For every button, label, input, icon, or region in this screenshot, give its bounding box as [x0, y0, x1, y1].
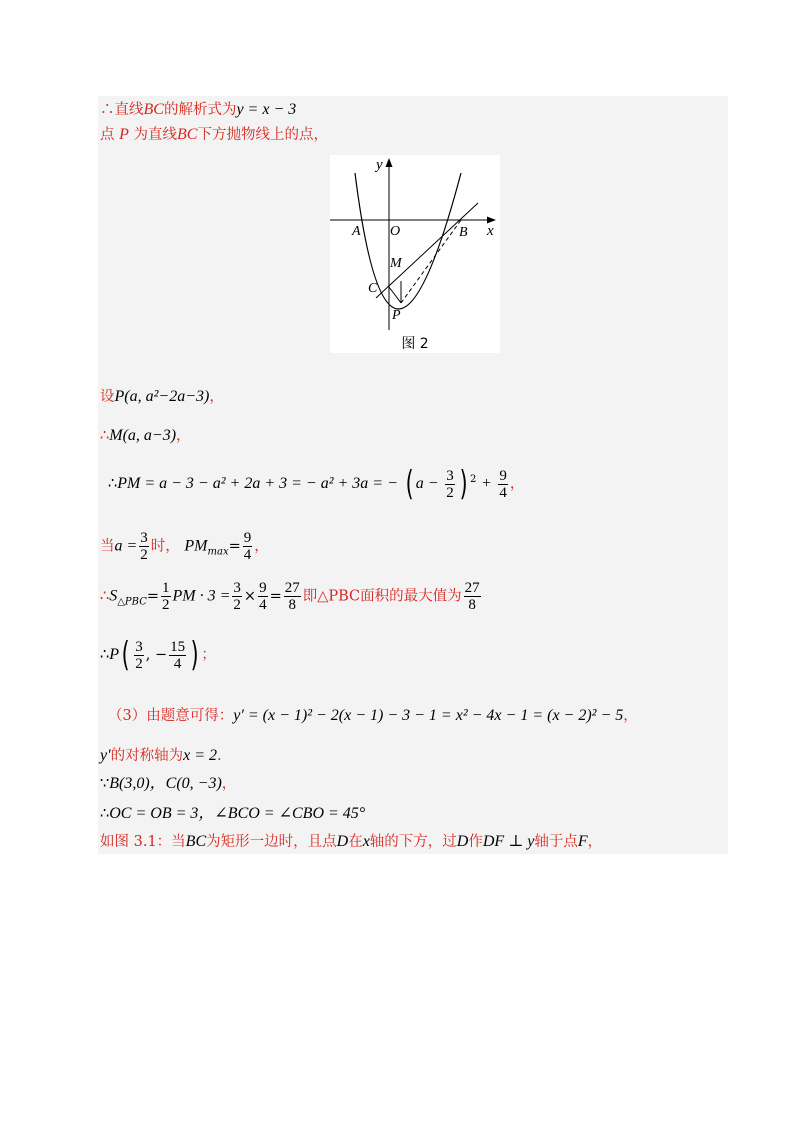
text: . [217, 748, 222, 764]
label-y: y [376, 157, 383, 173]
den: 2 [446, 484, 454, 501]
var-p: P [109, 646, 120, 663]
line-figure-3-1 [100, 832, 602, 852]
text: 设 [100, 389, 115, 405]
equation: y = x − 3 [236, 101, 297, 118]
den: 8 [468, 597, 476, 613]
paren-right: ) [190, 635, 199, 675]
frac-9-4 [498, 468, 508, 501]
text: ∴ [108, 476, 118, 492]
text: 的对称轴为 [110, 748, 184, 764]
line-points-b-c [100, 774, 236, 794]
text: 的解析式为 [163, 102, 237, 118]
frac-3-2 [445, 468, 455, 501]
num: 9 [243, 530, 252, 546]
line-translated-parabola [108, 706, 638, 726]
num: 27 [284, 580, 300, 596]
frac-3-2 [232, 580, 242, 613]
var-y-prime: y′ [100, 747, 111, 764]
paren-right: ) [459, 464, 468, 504]
text: 当 [100, 538, 115, 555]
var-x: x [362, 833, 370, 850]
line-bc [376, 203, 478, 298]
equals: = [228, 538, 241, 555]
var-d: D [456, 833, 469, 850]
text: （3）由题意可得： [108, 708, 234, 724]
frac-9-4 [258, 580, 268, 613]
text: ∴ [100, 647, 110, 663]
frac-1-2 [161, 580, 171, 613]
frac-27-8 [284, 580, 301, 613]
text: ， [176, 428, 191, 444]
subscript: max [207, 546, 229, 558]
var-f: F [577, 833, 588, 850]
equals: = [146, 588, 159, 605]
text: 即△PBC面积的最大值为 [302, 588, 462, 605]
expr-pm: PM · 3 = [172, 587, 231, 605]
text: ∴ [100, 806, 110, 822]
label-b: B [459, 225, 468, 240]
expr-lhs: PM = a − 3 − a² + 2a + 3 = − a² + 3a = − [117, 475, 398, 492]
den: 2 [162, 597, 170, 613]
text: ∴直线 [100, 102, 144, 118]
times: × [243, 588, 257, 605]
num: 27 [464, 580, 480, 596]
y-axis-arrow [386, 158, 393, 167]
subscript: △PBC [117, 596, 147, 608]
expr-df-perp: DF ⊥ y [482, 833, 535, 850]
num: 9 [499, 467, 507, 484]
num: 3 [135, 638, 143, 655]
var-bc: BC [185, 833, 207, 850]
text: 点 [100, 127, 120, 143]
text: ； [201, 647, 216, 663]
label-p: P [392, 308, 401, 323]
text: ∴ [100, 428, 110, 444]
text: ， [509, 476, 525, 492]
expr-bc-points: B(3,0)，C(0, −3) [109, 775, 222, 792]
den: 4 [243, 547, 252, 563]
den: 2 [233, 597, 241, 613]
num: 3 [446, 467, 454, 484]
expr-p: P(a, a²−2a−3) [114, 388, 210, 405]
text: ∵ [100, 776, 110, 792]
line-area-max [100, 580, 483, 613]
num: 3 [233, 580, 241, 596]
line-angles [100, 804, 365, 824]
line-set-p [100, 387, 224, 407]
line-pm-expression [108, 464, 525, 504]
expr-inner: a − [415, 475, 439, 492]
equals: = [269, 588, 282, 605]
line-p-coordinates [100, 635, 216, 675]
text: ， [254, 538, 269, 555]
label-c: C [368, 281, 378, 296]
expr-angles: OC = OB = 3，∠BCO = ∠CBO = 45° [109, 805, 366, 822]
equation: x = 2 [183, 747, 218, 764]
exponent: 2 [469, 474, 477, 486]
var-pm: PM [184, 537, 208, 555]
expr-m: M(a, a−3) [109, 427, 177, 444]
den: 8 [288, 597, 296, 613]
separator: , − [145, 647, 168, 663]
segment-pc [389, 287, 401, 303]
text: 作 [468, 834, 483, 850]
frac-27-8 [464, 580, 481, 613]
var-bc: BC [143, 101, 164, 118]
num: 1 [162, 580, 170, 596]
label-a: A [352, 224, 361, 239]
text: ∴ [100, 588, 110, 605]
den: 4 [259, 597, 267, 613]
num: 15 [170, 638, 186, 655]
label-o: O [390, 224, 401, 239]
plus: + [480, 475, 492, 492]
parabola-diagram [330, 155, 500, 333]
line-axis-of-symmetry [100, 746, 222, 766]
frac-15-4 [169, 639, 186, 672]
label-m: M [390, 256, 402, 271]
text: ， [587, 834, 603, 850]
paren-left: ( [405, 464, 414, 504]
frac-3-2 [134, 639, 144, 672]
label-x: x [487, 223, 494, 239]
text: 时， [150, 538, 180, 555]
segment-pb [401, 220, 461, 303]
var-d: D [336, 833, 349, 850]
den: 2 [140, 547, 148, 563]
text: 为矩形一边时，且点 [206, 834, 337, 850]
text: 如图 3.1：当 [100, 834, 186, 850]
var-s: S [109, 587, 118, 605]
den: 4 [499, 484, 507, 501]
frac-9-4 [243, 530, 253, 563]
line-point-m [100, 426, 191, 446]
num: 3 [140, 530, 148, 546]
figure-caption: 图 2 [401, 336, 429, 352]
text: ， [221, 776, 237, 792]
den: 2 [135, 655, 143, 672]
figure-2 [330, 155, 500, 353]
text: 轴的下方，过 [369, 834, 457, 850]
var-p: P [119, 126, 129, 143]
line-pm-max [100, 530, 269, 563]
text: 下方抛物线上的点， [197, 127, 328, 143]
text: ， [623, 708, 638, 724]
expr-y-prime: y′ = (x − 1)² − 2(x − 1) − 3 − 1 = x² − 4x − 1 = (x − 2)² − 5 [233, 707, 624, 724]
line-bc-equation [100, 100, 296, 120]
var-bc: BC [177, 126, 198, 143]
text: ， [209, 389, 224, 405]
frac-3-2 [139, 530, 149, 563]
text: 轴于点 [534, 834, 578, 850]
num: 9 [259, 580, 267, 596]
den: 4 [173, 655, 182, 672]
text: 为直线 [128, 127, 177, 143]
var-a: a = [114, 537, 138, 555]
line-point-p [100, 125, 328, 145]
paren-left: ( [121, 635, 130, 675]
text: 在 [348, 834, 363, 850]
